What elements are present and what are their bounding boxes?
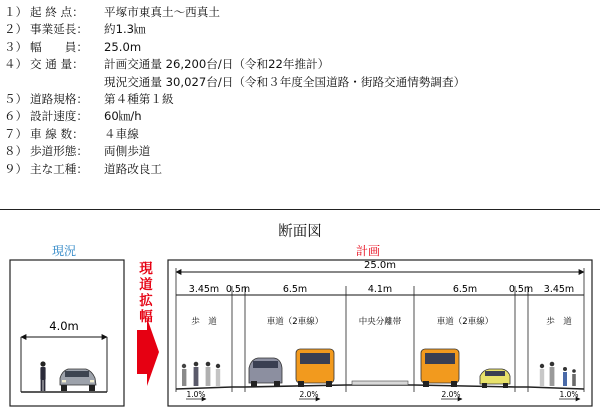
current-panel xyxy=(10,260,124,406)
spec-num: １） xyxy=(4,5,28,19)
spec-num: ９） xyxy=(4,161,28,176)
arrow-text-char: 道 xyxy=(139,277,153,293)
car-icon xyxy=(249,358,282,387)
bus-icon xyxy=(296,349,334,387)
segment-name: 歩 道 xyxy=(546,317,572,327)
spec-value: 25.0m xyxy=(104,39,142,54)
segment-name: 車道（2車線） xyxy=(266,317,324,327)
spec-label: 設計速度： xyxy=(30,109,88,124)
segment-name: 歩 道 xyxy=(191,317,217,327)
segment-width: 0.5m xyxy=(225,284,251,295)
total-width-label: 25.0m xyxy=(363,260,397,271)
spec-value: 道路改良工 xyxy=(104,161,162,176)
segment-width: 0.5m xyxy=(508,284,534,295)
arrow-text-char: 拡 xyxy=(139,293,153,309)
spec-label: 車 線 数： xyxy=(30,126,84,141)
spec-value: 両側歩道 xyxy=(104,144,151,159)
segment-width: 4.1m xyxy=(367,284,393,295)
spec-label: 幅 員： xyxy=(30,39,88,54)
spec-value: 約1.3㎞ xyxy=(104,22,146,37)
spec-label: 事業延長： xyxy=(30,22,88,37)
spec-label: 起 終 点： xyxy=(30,5,84,19)
spec-value: 計画交通量 26,200台/日（令和22年推計） xyxy=(104,57,330,72)
spec-num: ４） xyxy=(4,57,28,72)
segment-name: 車道（2車線） xyxy=(436,317,494,327)
arrow-text-char: 幅 xyxy=(139,309,153,325)
spec-num: ８） xyxy=(4,144,28,159)
plan-label: 計画 xyxy=(356,244,381,258)
segment-width: 3.45m xyxy=(543,284,575,295)
widening-arrow xyxy=(137,261,159,386)
spec-value: ４車線 xyxy=(104,126,139,141)
spec-value: 平塚市東真土～西真土 xyxy=(104,5,220,19)
spec-label: 交 通 量： xyxy=(30,57,84,72)
spec-label: 主な工種： xyxy=(30,161,88,176)
slope-label: 1.0% xyxy=(559,390,579,399)
slope-label: 1.0% xyxy=(186,390,206,399)
spec-value: 第４種第１級 xyxy=(104,91,174,106)
segment-width: 6.5m xyxy=(452,284,478,295)
arrow-text-char: 現 xyxy=(139,261,153,277)
spec-num: ７） xyxy=(4,126,28,141)
spec-num: ６） xyxy=(4,109,28,124)
spec-num: ５） xyxy=(4,91,28,106)
bus-icon xyxy=(421,349,459,387)
current-label: 現況 xyxy=(52,244,77,258)
spec-value-secondary: 現況交通量 30,027台/日（令和３年度全国道路・街路交通情勢調査） xyxy=(104,74,466,89)
spec-value: 60㎞/h xyxy=(104,109,142,124)
spec-label: 歩道形態： xyxy=(30,144,88,159)
segment-name: 中央分離帯 xyxy=(358,317,402,327)
spec-num: ３） xyxy=(4,39,28,54)
spec-num: ２） xyxy=(4,22,28,37)
current-width-label: 4.0m xyxy=(49,319,79,333)
plan-panel xyxy=(168,260,592,406)
segment-width: 6.5m xyxy=(282,284,308,295)
cross-section-title: 断面図 xyxy=(278,224,322,240)
slope-label: 2.0% xyxy=(299,390,319,399)
segment-width: 3.45m xyxy=(188,284,220,295)
slope-label: 2.0% xyxy=(441,390,461,399)
spec-label: 道路規格： xyxy=(30,91,88,106)
